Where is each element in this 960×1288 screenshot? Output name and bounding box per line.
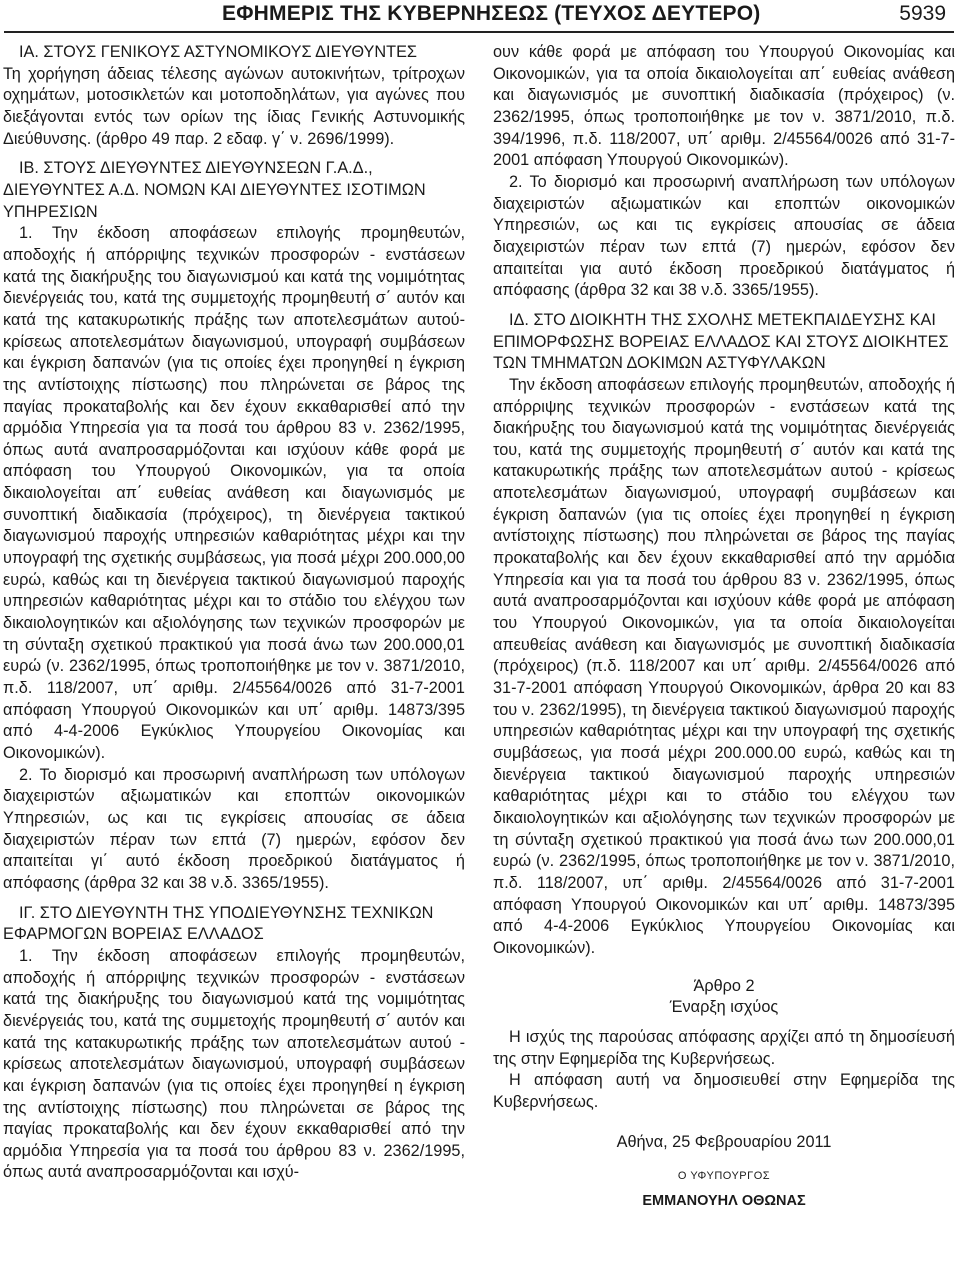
page-header xyxy=(0,0,960,34)
left-column xyxy=(3,42,465,1184)
paragraph-id-1: Την έκδοση αποφάσεων επιλογής προμηθευτών, αποδοχής ή απόρριψης τεχνικών προσφορών - ενστάσεων κατά της διακήρυξης του διαγωνισμού κατά της νομιμότητας διενέργειάς του, κατά της συμμετοχής προμηθευτή σ΄ αυτόν και κατά της κατακυρωτικής πράξης των αποτελεσμάτων αυτού - κρίσεως αποτελεσμάτων διαγωνισμού, υπογραφή συμβάσεων και έγκριση δαπανών (για τις οποίες έχει προηγηθεί η έγκριση αντίστοιχης πίστωσης) που πληρώνεται σε βάρος της παγίας προκαταβολής και δεν έχουν εκκαθαρισθεί από την αρμόδια Υπηρεσία και για τα ποσά του άρθρου 83 ν. 2362/1995, όπως αυτά αναπροσαρμόζονται και ισχύουν κάθε φορά με απόφαση του Υπουργού Οικονομικών, για τα οποία δικαιολογείται απευθείας ανάθεση και διαγωνισμός με συνοπτική διαδικασία (πρόχειρος) (π.δ. 118/2007 και υπ΄ αριθμ. 2/45564/0026 από 31-7-2001 απόφαση Υπουργού Οικονομικών, άρθρα 20 και 83 του ν. 2362/1995), τη διενέργεια τακτικού διαγωνισμού παροχής υπηρεσιών καθαριότητας μέχρι και την υπογραφή της σχετικής συμβάσεως, για ποσά μέχρι 200.000.00 ευρώ, καθώς και τη διενέργεια τακτικού διαγωνισμού παροχής υπηρεσιών καθαριότητας μέχρι και το στάδιο του ελέγχου των δικαιολογητικών και αξιολόγησης των τεχνικών προσφορών με τη σύνταξη σχετικού πρακτικού για ποσά άνω των 200.000,01 ευρώ (ν. 2362/1995, όπως τροποποιήθηκε με τον ν. 3871/2010, π.δ. 118/2007, υπ΄ αριθμ. 2/45564/0026 από 31-7-2001 απόφαση Υπουργού Οικονομικών και υπ΄ αριθμ. 14873/395 από 4-4-2006 Εγκύκλιος Υπουργείου Οικονομίας και Οικονομικών). xyxy=(493,375,955,957)
spacer xyxy=(493,1153,955,1167)
header-rule xyxy=(4,31,954,33)
paragraph-continuation-1: ουν κάθε φορά με απόφαση του Υπουργού Οικονομίας και Οικονομικών, για τα οποία δικαιολογείται απ΄ ευθείας ανάθεση και διαγωνισμός με συνοπτική διαδικασία (πρόχειρος) (ν. 2362/1995, όπως τροποποιήθηκε με τον ν. 3871/2010, π.δ. 394/1996, π.δ. 118/2007, υπ΄ αριθμ. 2/45564/0026 από 31-7-2001 απόφαση Υπουργού Οικονομικών). xyxy=(493,43,955,170)
page-number: 5939 xyxy=(899,2,946,25)
spacer xyxy=(493,960,955,976)
article-subtitle: Έναρξη ισχύος xyxy=(669,998,779,1017)
paragraph-article-2: Η απόφαση αυτή να δημοσιευθεί στην Εφημερίδα της Κυβερνήσεως. xyxy=(493,1071,955,1111)
paragraph-article-1: Η ισχύς της παρούσας απόφασης αρχίζει από τη δημοσίευσή της στην Εφημερίδα της Κυβερνήσεως. xyxy=(493,1027,955,1068)
signer-name: ΕΜΜΑΝΟΥΗΛ ΟΘΩΝΑΣ xyxy=(642,1193,806,1210)
section-heading-ia: ΙΑ. ΣΤΟΥΣ ΓΕΝΙΚΟΥΣ ΑΣΤΥΝΟΜΙΚΟΥΣ ΔΙΕΥΘΥΝΤΕΣ xyxy=(19,43,417,61)
section-heading-ig: ΙΓ. ΣΤΟ ΔΙΕΥΘΥΝΤΗ ΤΗΣ ΥΠΟΔΙΕΥΘΥΝΣΗΣ ΤΕΧΝΙΚΩΝ ΕΦΑΡΜΟΓΩΝ ΒΟΡΕΙΑΣ ΕΛΛΑΔΟΣ xyxy=(3,903,434,944)
paragraph-ib-2: 2. Το διορισμό και προσωρινή αναπλήρωση των υπόλογων διαχειριστών αξιωματικών και εποπτών οικονομικών Υπηρεσιών, ως και τις εγκρίσεις απουσίας σε άδεια διαχειριστών πέραν των επτά (7) ημερών, εφόσον δεν απαιτείται γι΄ αυτό έκδοση προεδρικού διατάγματος ή απόφασης (άρθρα 32 και 38 ν.δ. 3365/1955). xyxy=(3,765,465,892)
right-column xyxy=(493,42,955,1211)
paragraph-ia: Τη χορήγηση άδειας τέλεσης αγώνων αυτοκινήτων, τρίτροχων οχημάτων, μοτοσικλετών και μοτοποδηλάτων, για αγώνες που διεξάγονται εντός των ορίων της ίδιας Γενικής Αστυνομικής Διεύθυνσης. (άρθρο 49 παρ. 2 εδαφ. γ΄ ν. 2696/1999). xyxy=(3,64,465,148)
paragraph-continuation-2: 2. Το διορισμό και προσωρινή αναπλήρωση των υπόλογων διαχειριστών αξιωματικών και εποπτών οικονομικών Υπηρεσιών, ως και τις εγκρίσεις απουσίας σε άδεια διαχειριστών πέραν των επτά (7) ημερών, εφόσον δεν απαιτείται για αυτό έκδοση προεδρικού διατάγματος ή απόφασης (άρθρα 32 και 38 ν.δ. 3365/1955). xyxy=(493,172,955,300)
spacer xyxy=(3,895,465,903)
section-heading-ib: ΙΒ. ΣΤΟΥΣ ΔΙΕΥΘΥΝΤΕΣ ΔΙΕΥΘΥΝΣΕΩΝ Γ.Α.Δ., ΔΙΕΥΘΥΝΤΕΣ Α.Δ. ΝΟΜΩΝ ΚΑΙ ΔΙΕΥΘΥΝΤΕΣ ΙΣΟΤΙΜΩΝ ΥΠΗΡΕΣΙΩΝ xyxy=(3,159,426,221)
spacer xyxy=(3,150,465,158)
spacer xyxy=(493,1114,955,1132)
paragraph-ib-1: 1. Την έκδοση αποφάσεων επιλογής προμηθευτών, αποδοχής ή απόρριψης τεχνικών προσφορών - ενστάσεων κατά της διακήρυξης του διαγωνισμού και κατά της νομιμότητας διενέργειάς του, κατά της συμμετοχής προμηθευτή σ΄ αυτόν και κατά της κατακυρωτικής πράξης των αποτελεσμάτων αυτού-κρίσεως αποτελεσμάτων διαγωνισμού, υπογραφή συμβάσεων και έγκριση δαπανών (για τις οποίες έχει προηγηθεί η έγκριση της αντίστοιχης πίστωσης) που πληρώνεται σε βάρος της παγίας προκαταβολής και δεν έχουν εκκαθαρισθεί από την αρμόδια Υπηρεσία για τα ποσά του άρθρου 83 ν. 2362/1995, όπως αυτά αναπροσαρμόζονται και ισχύουν κάθε φορά με απόφαση του Υπουργού Οικονομικών, για τα οποία δικαιολογείται απ΄ ευθείας ανάθεση και διαγωνισμός με συνοπτική διαδικασία (πρόχειρος), τη διενέργεια τακτικού διαγωνισμού παροχής υπηρεσιών καθαριότητας μέχρι και την υπογραφή της σχετικής συμβάσεως, για ποσά μέχρι 200.000,00 ευρώ, καθώς και τη διενέργεια τακτικού διαγωνισμού παροχής υπηρεσιών καθαριότητας μέχρι και το στάδιο του ελέγχου των δικαιολογητικών και αξιολόγησης των τεχνικών προσφορών με τη σύνταξη σχετικού πρακτικού για ποσά άνω των 200.000,01 ευρώ (ν. 2362/1995, όπως τροποποιήθηκε με τον ν. 3871/2010, π.δ. 118/2007, υπ΄ αριθμ. 2/45564/0026 από 31-7-2001 απόφαση Υπουργού Οικονομικών και υπ΄ αριθμ. 14873/395 από 4-4-2006 Εγκύκλιος Υπουργείου Οικονομίας και Οικονομικών). xyxy=(3,224,465,762)
date-line: Αθήνα, 25 Φεβρουαρίου 2011 xyxy=(616,1132,832,1151)
paragraph-ig-1: 1. Την έκδοση αποφάσεων επιλογής προμηθευτών, αποδοχής ή απόρριψης τεχνικών προσφορών - ενστάσεων κατά της διακήρυξης του διαγωνισμού κατά της νομιμότητας διενέργειάς του, κατά της συμμετοχής προμηθευτή σ΄ αυτόν και κατά της κατακυρωτικής πράξης των αποτελεσμάτων αυτού - κρίσεως αποτελεσμάτων διαγωνισμού, υπογραφή συμβάσεων και έγκριση δαπανών (για τις οποίες έχει προηγηθεί η έγκριση της αντίστοιχης πίστωσης) που πληρώνεται σε βάρος της παγίας προκαταβολής και δεν έχουν εκκαθαρισθεί από την αρμόδια Υπηρεσία για τα ποσά του άρθρου 83 ν. 2362/1995, όπως αυτά αναπροσαρμόζονται και ισχύ- xyxy=(3,946,465,1182)
section-heading-id: ΙΔ. ΣΤΟ ΔΙΟΙΚΗΤΗ ΤΗΣ ΣΧΟΛΗΣ ΜΕΤΕΚΠΑΙΔΕΥΣΗΣ ΚΑΙ ΕΠΙΜΟΡΦΩΣΗΣ ΒΟΡΕΙΑΣ ΕΛΛΑΔΟΣ ΚΑΙ ΣΤΟΥΣ ΔΙΟΙΚΗΤΕΣ ΤΩΝ ΤΜΗΜΑΤΩΝ ΔΟΚΙΜΩΝ ΑΣΤΥΦΥΛΑΚΩΝ xyxy=(493,310,949,373)
spacer xyxy=(493,1019,955,1027)
gazette-title: ΕΦΗΜΕΡΙΣ ΤΗΣ ΚΥΒΕΡΝΗΣΕΩΣ (ΤΕΥΧΟΣ ΔΕΥΤΕΡΟ) xyxy=(222,2,761,25)
signer-role: Ο ΥΦΥΠΟΥΡΓΟΣ xyxy=(677,1170,771,1183)
spacer xyxy=(493,302,955,310)
article-title: Άρθρο 2 xyxy=(693,976,755,995)
